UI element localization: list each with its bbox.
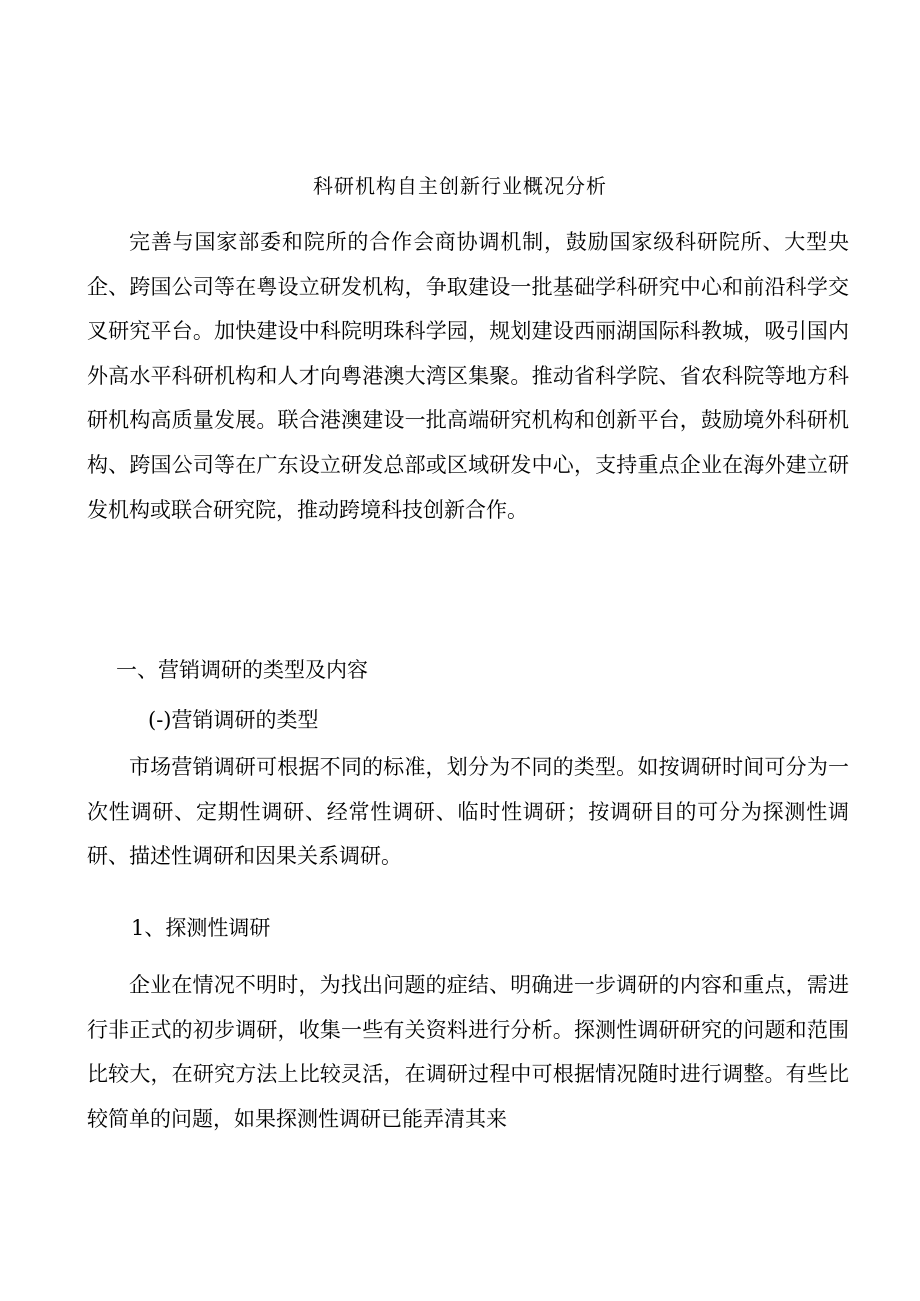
body-paragraph-3: 企业在情况不明时，为找出问题的症结、明确进一步调研的内容和重点，需进行非正式的初步调研，收集一些有关资料进行分析。探测性调研研究的问题和范围比较大，在研究方法上比较灵活，在调研过程中可根据情况随时进行调整。有些比较简单的问题，如果探测性调研已能弄清其来 [87,973,849,1131]
document-title: 科研机构自主创新行业概况分析 [313,174,607,198]
section-heading-1: 一、营销调研的类型及内容 [116,658,368,682]
subsection-heading-1: (-)营销调研的类型 [148,708,319,732]
body-paragraph-2: 市场营销调研可根据不同的标准，划分为不同的类型。如按调研时间可分为一次性调研、定期性调研、经常性调研、临时性调研；按调研目的可分为探测性调研、描述性调研和因果关系调研。 [87,755,849,869]
body-paragraph-1: 完善与国家部委和院所的合作会商协调机制，鼓励国家级科研院所、大型央企、跨国公司等在粤设立研发机构，争取建设一批基础学科研究中心和前沿科学交叉研究平台。加快建设中科院明珠科学园，规划建设西丽湖国际科教城，吸引国内外高水平科研机构和人才向粤港澳大湾区集聚。推动省科学院、省农科院等地方科研机构高质量发展。联合港澳建设一批高端研究机构和创新平台，鼓励境外科研机构、跨国公司等在广东设立研发总部或区域研发中心，支持重点企业在海外建立研发机构或联合研究院，推动跨境科技创新合作。 [87,230,849,522]
item-heading-1: 1、探测性调研 [131,916,271,940]
